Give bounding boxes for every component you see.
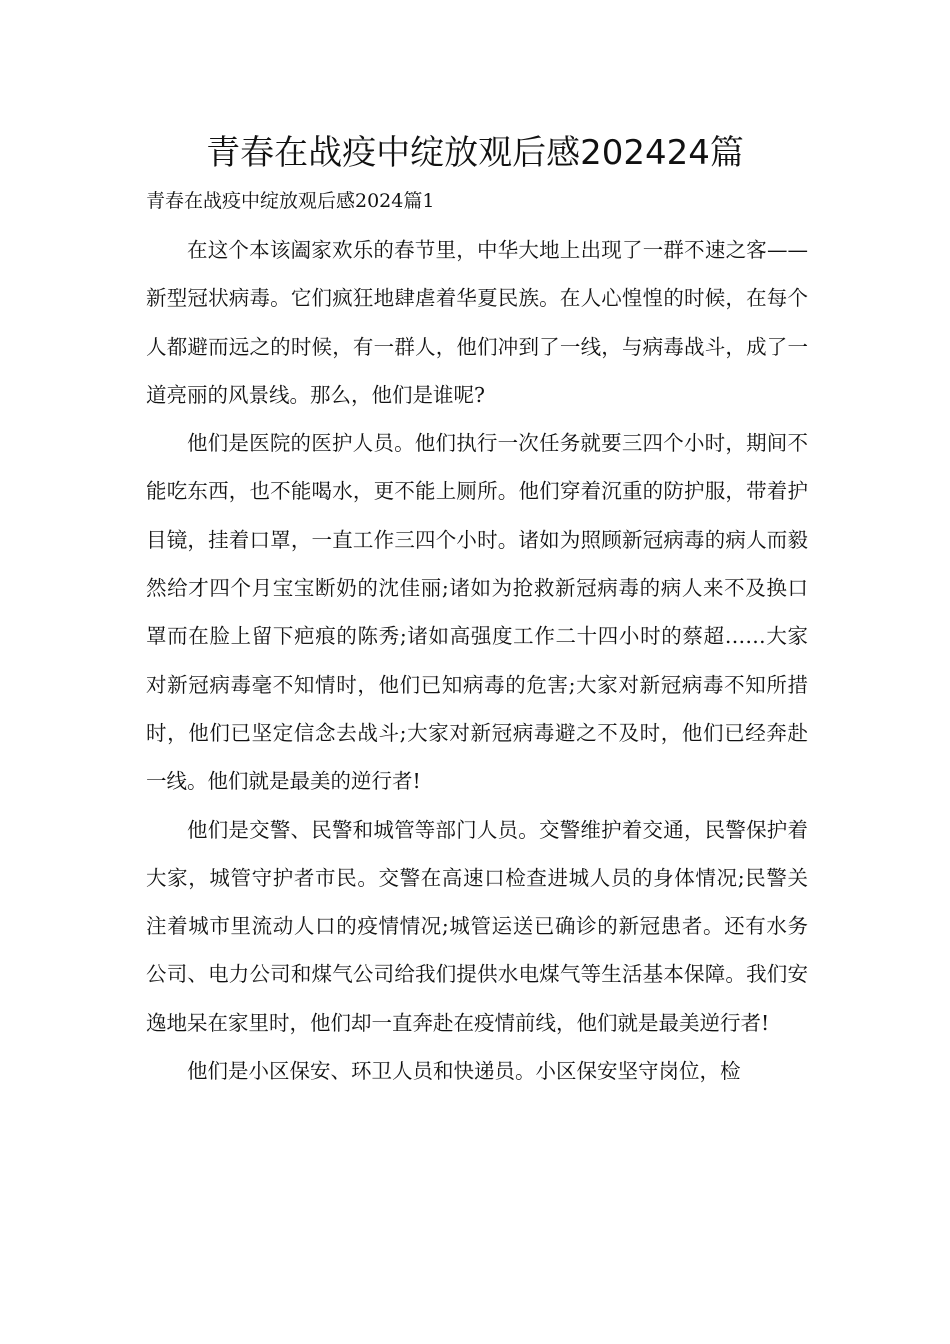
paragraph: 他们是小区保安、环卫人员和快递员。小区保安坚守岗位，检	[187, 1059, 741, 1084]
paragraph: 他们是医院的医护人员。他们执行一次任务就要三四个小时，期间不能吃东西，也不能喝水，更不能上厕所。他们穿着沉重的防护服，带着护目镜，挂着口罩，一直工作三四个小时。诸如为照顾新冠病毒的病人而毅然给才四个月宝宝断奶的沈佳丽;诸如为抢救新冠病毒的病人来不及换口罩而在脸上留下疤痕的陈秀;诸如高强度工作二十四小时的蔡超……大家对新冠病毒毫不知情时，他们已知病毒的危害;大家对新冠病毒不知所措时，他们已坚定信念去战斗;大家对新冠病毒避之不及时，他们已经奔赴一线。他们就是最美的逆行者!	[146, 431, 808, 794]
paragraph: 在这个本该阖家欢乐的春节里，中华大地上出现了一群不速之客——新型冠状病毒。它们疯狂地肆虐着华夏民族。在人心惶惶的时候，在每个人都避而远之的时候，有一群人，他们冲到了一线，与病毒战斗，成了一道亮丽的风景线。那么，他们是谁呢?	[146, 238, 808, 407]
paragraph: 他们是交警、民警和城管等部门人员。交警维护着交通，民警保护着大家，城管守护者市民。交警在高速口检查进城人员的身体情况;民警关注着城市里流动人口的疫情情况;城管运送已确诊的新冠患者。还有水务公司、电力公司和煤气公司给我们提供水电煤气等生活基本保障。我们安逸地呆在家里时，他们却一直奔赴在疫情前线，他们就是最美逆行者!	[146, 817, 808, 1035]
document-body	[146, 226, 808, 1095]
document-title: 青春在战疫中绽放观后感202424篇	[206, 133, 744, 173]
section-heading: 青春在战疫中绽放观后感2024篇1	[146, 190, 435, 212]
